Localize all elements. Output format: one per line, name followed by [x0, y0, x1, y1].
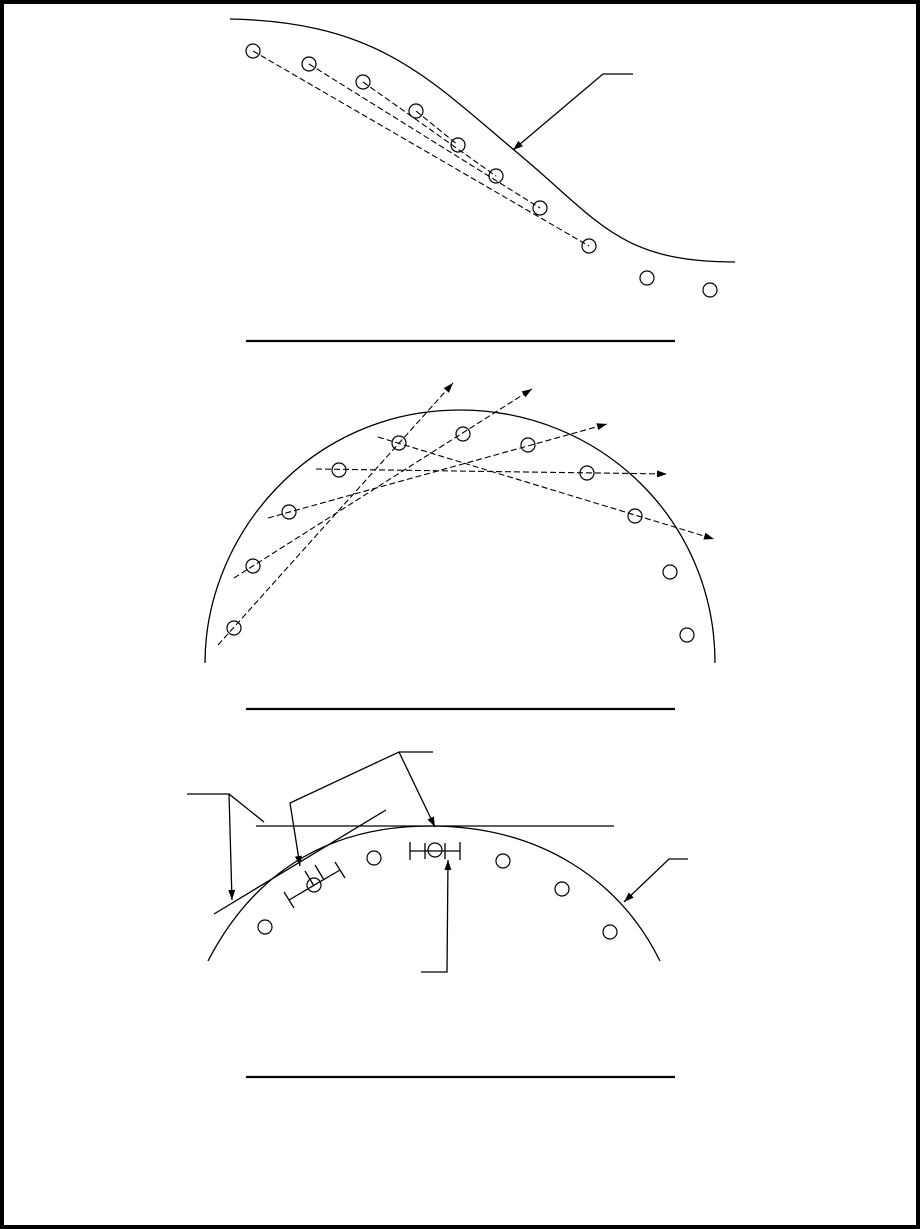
hole: [703, 283, 717, 297]
spacing-dimension: [284, 862, 345, 908]
figure-offset-curve: [230, 19, 735, 341]
hole: [555, 882, 569, 896]
hole: [456, 427, 470, 441]
figure-projected-arc: [205, 383, 715, 709]
extension-tick: [315, 865, 324, 880]
hole: [367, 851, 381, 865]
dashed-arrow: [234, 389, 532, 578]
dimension-line: [289, 870, 340, 900]
dashed-construction-line: [416, 111, 458, 145]
arc-boundary: [205, 410, 715, 663]
dashed-construction-line: [253, 51, 589, 246]
leader-line: [624, 859, 688, 902]
page-border: [2, 2, 918, 1227]
figure-tangent-arc: [187, 752, 688, 1077]
leader-line: [399, 752, 435, 827]
hole: [603, 925, 617, 939]
leader-line: [290, 752, 433, 866]
hole: [640, 271, 654, 285]
hole-chain: [246, 44, 717, 297]
hole: [663, 565, 677, 579]
hole: [680, 628, 694, 642]
dashed-construction-line: [309, 64, 540, 208]
hole: [332, 463, 346, 477]
leader-line: [421, 860, 448, 972]
extension-tick: [335, 862, 345, 878]
s-curve-boundary: [230, 19, 735, 262]
hole: [428, 843, 442, 857]
hole-chain: [258, 843, 617, 939]
hole-chain: [227, 427, 694, 642]
hole: [227, 621, 241, 635]
hole-direction-lines: [253, 51, 589, 246]
leader-line: [187, 794, 232, 900]
leader-line: [513, 74, 633, 150]
hole: [496, 854, 510, 868]
hole: [258, 920, 272, 934]
dashed-arrow: [378, 437, 714, 539]
extension-tick: [284, 892, 294, 908]
dashed-construction-line: [363, 82, 496, 176]
leader-line: [229, 794, 264, 822]
